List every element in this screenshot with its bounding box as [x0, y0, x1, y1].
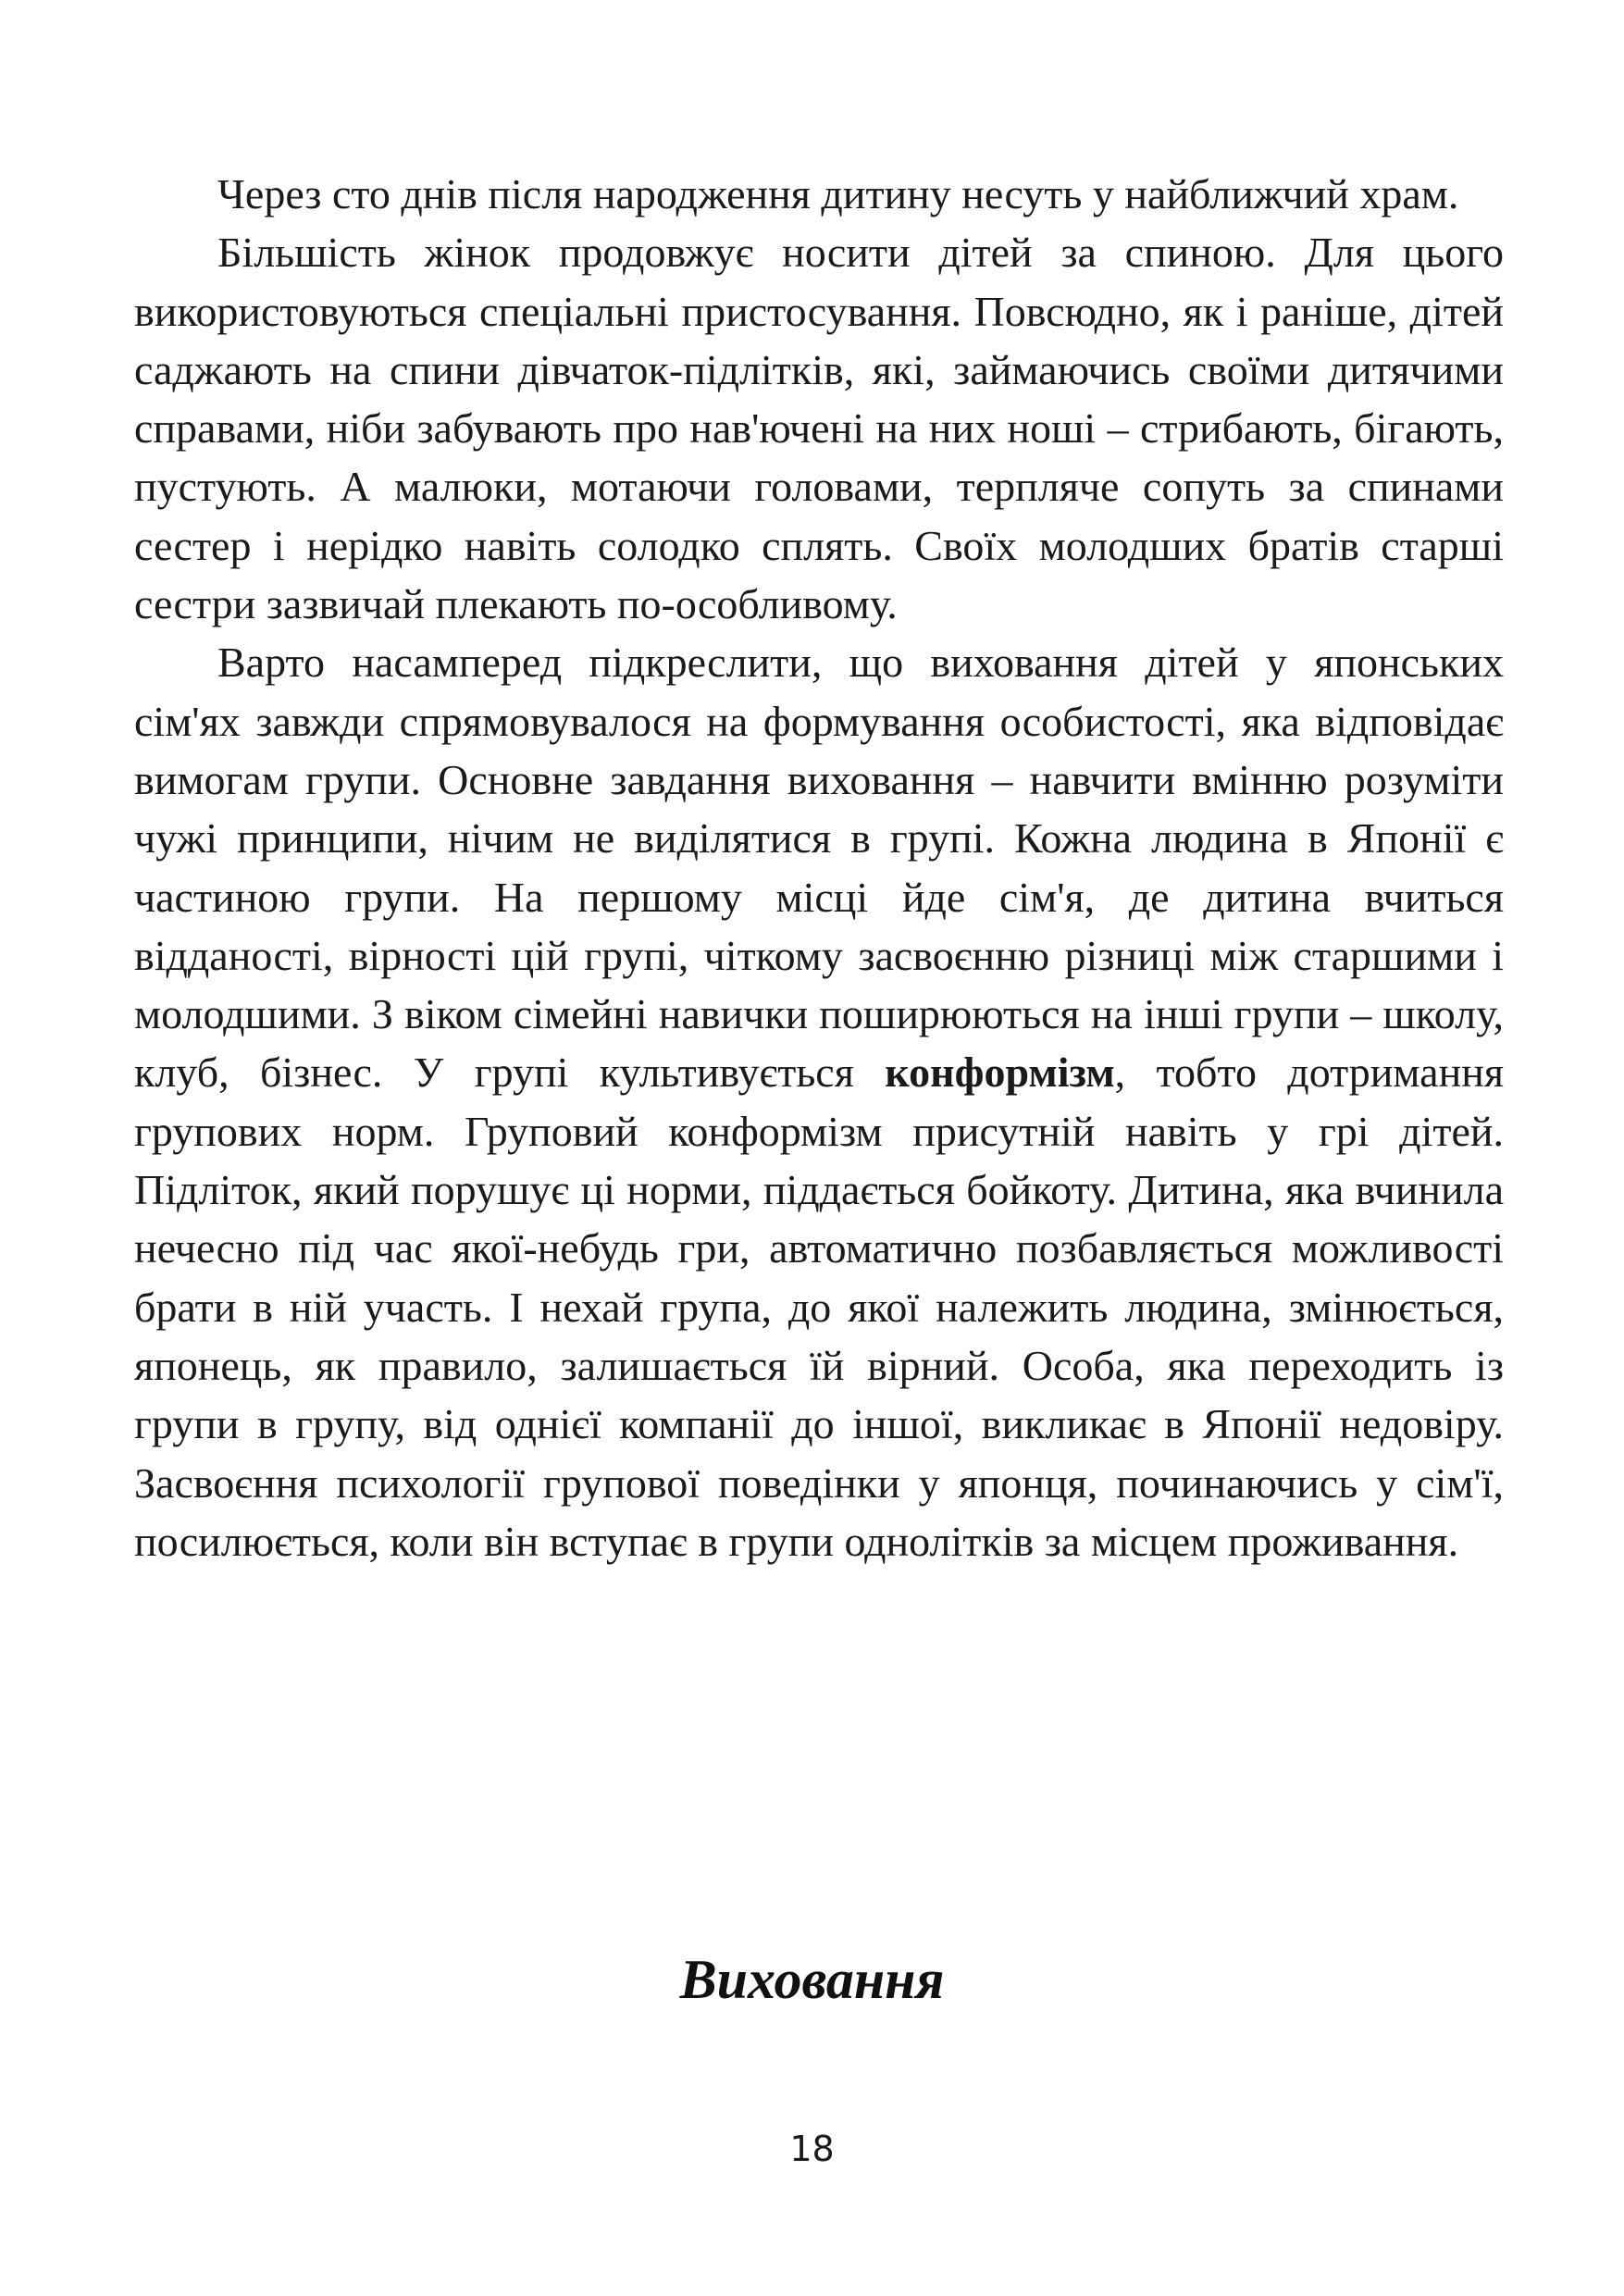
paragraph-1-text: Через сто днів після народження дитину несуть у найближчий храм.: [217, 170, 1459, 217]
paragraph-3: [134, 633, 1504, 1570]
paragraph-2-text: Більшість жінок продовжує носити дітей за спиною. Для цього використовуються спеціальні пристосування. Повсюдно, як і раніше, дітей саджають на спини дівчаток-підлітків, які, займаючись своїми дитячими справами, ніби забувають про нав'ючені на них ноші – стрибають, бігають, пустують. А малюки, мотаючи головами, терпляче сопуть за спинами сестер і нерідко навіть солодко сплять. Своїх молодших братів старші сестри зазвичай плекають по-особливому.: [134, 229, 1504, 628]
page-number: 18: [789, 2128, 835, 2169]
bold-term-conformism: конформізм: [885, 1049, 1115, 1097]
paragraph-3-text-before: Варто насамперед підкреслити, що виховання дітей у японських сім'ях завжди спрямовувалося на формування особистості, яка відповідає вимогам групи. Основне завдання виховання – навчити вмінню розуміти чужі принципи, нічим не виділятися в групі. Кожна людина в Японії є частиною групи. На першому місці йде сім'я, де дитина вчиться відданості, вірності цій групі, чіткому засвоєнню різниці між старшими і молодшими. З віком сімейні навички поширюються на інші групи – школу, клуб, бізнес. У групі культивується: [134, 639, 1504, 1097]
paragraph-3-text-after: , тобто дотримання групових норм. Груповий конформізм присутній навіть у грі дітей. Підліток, який порушує ці норми, піддається бойкоту. Дитина, яка вчинила нечесно під час якої-небудь гри, автоматично позбавляється можливості брати в ній участь. І нехай група, до якої належить людина, змінюється, японець, як правило, залишається їй вірний. Особа, яка переходить із групи в групу, від однієї компанії до іншої, викликає в Японії недовіру. Засвоєння психології групової поведінки у японця, починаючись у сім'ї, посилюється, коли він вступає в групи однолітків за місцем проживання.: [134, 1049, 1504, 1565]
body-text: [134, 165, 1504, 1570]
paragraph-2: [134, 223, 1504, 633]
section-heading: Виховання: [679, 1949, 945, 2010]
paragraph-1: [134, 165, 1504, 223]
